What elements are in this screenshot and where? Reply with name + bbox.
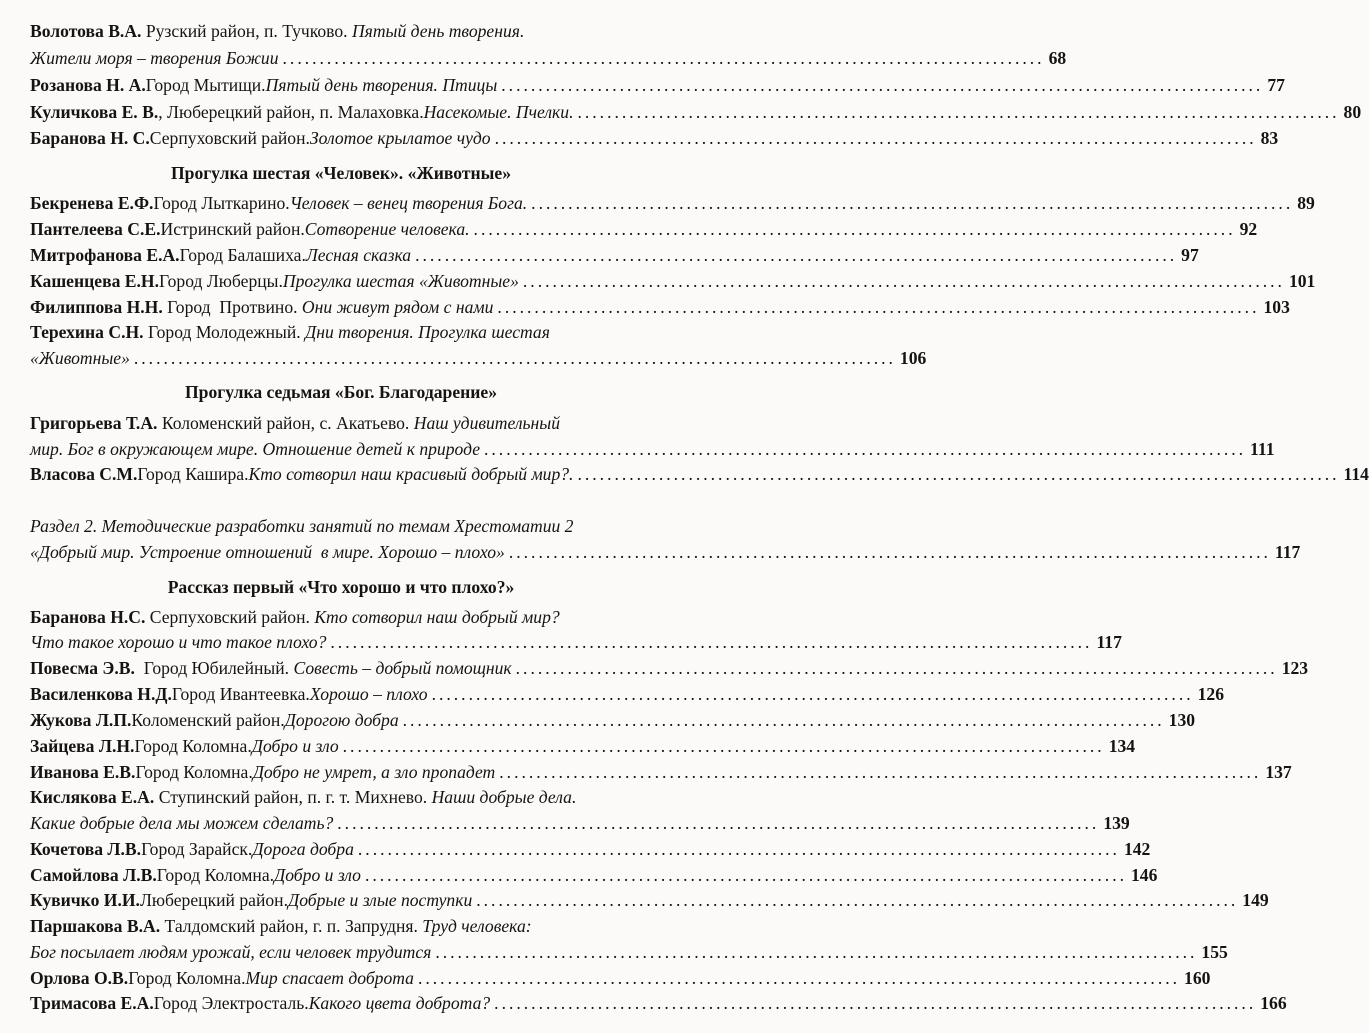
entry-page-number: 80 bbox=[1343, 102, 1362, 122]
dot-leader: ....................................................................................................... bbox=[330, 632, 1093, 652]
entry-title: Пятый день творения. bbox=[351, 21, 525, 41]
dot-leader: ....................................................................................................... bbox=[415, 245, 1178, 265]
dot-leader: ....................................................................................................... bbox=[476, 890, 1239, 910]
toc-entry-parshakova bbox=[30, 915, 662, 937]
toc-entry-volotova-cont bbox=[30, 47, 1067, 69]
toc-entry-terekhina-cont bbox=[30, 347, 927, 369]
toc-entry-terekhina bbox=[30, 321, 662, 343]
section-heading-story-one: Рассказ первый «Что хорошо и что плохо?» bbox=[167, 577, 515, 597]
toc-entry-panteleeva bbox=[30, 218, 1258, 240]
dot-leader: ....................................................................................................... bbox=[501, 75, 1264, 95]
entry-title: мир. Бог в окружающем мире. Отношение детей к природе bbox=[30, 439, 480, 459]
entry-title: Хорошо – плохо bbox=[309, 684, 428, 704]
entry-title: Наш удивительный bbox=[413, 413, 560, 433]
entry-author: Терехина С.Н. bbox=[30, 322, 144, 342]
entry-page-number: 137 bbox=[1265, 762, 1292, 782]
toc-entry-filippova bbox=[30, 296, 1290, 318]
entry-title: Бог посылает людям урожай, если человек трудится bbox=[30, 942, 432, 962]
entry-author: Василенкова Н.Д. bbox=[30, 684, 172, 704]
entry-place: Город Электросталь. bbox=[153, 993, 309, 1013]
toc-entry-vasilenkova bbox=[30, 683, 1225, 705]
dot-leader: ....................................................................................................... bbox=[431, 684, 1194, 704]
entry-author: Бекренева Е.Ф. bbox=[30, 193, 154, 213]
dot-leader: ....................................................................................................... bbox=[473, 219, 1236, 239]
entry-page-number: 103 bbox=[1263, 297, 1290, 317]
entry-page-number: 130 bbox=[1168, 710, 1196, 730]
toc-entry-mitrofanova bbox=[30, 244, 1199, 266]
entry-page-number: 101 bbox=[1288, 271, 1316, 291]
section-heading-walk-seven: Прогулка седьмая «Бог. Благодарение» bbox=[184, 382, 498, 402]
toc-entry-kuvichko bbox=[30, 889, 1269, 911]
entry-title: «Животные» bbox=[30, 348, 130, 368]
dot-leader: ....................................................................................................... bbox=[342, 736, 1105, 756]
entry-title: Дорога добра bbox=[252, 839, 354, 859]
entry-author: Григорьева Т.А. bbox=[30, 413, 158, 433]
toc-entry-parshakova-cont bbox=[30, 941, 1228, 963]
entry-title: Лесная сказка bbox=[305, 245, 412, 265]
entry-title: Какие добрые дела мы можем сделать? bbox=[30, 813, 334, 833]
dot-leader: ....................................................................................................... bbox=[357, 839, 1120, 859]
toc-entry-grigorieva-cont bbox=[30, 438, 1275, 460]
section-title: Раздел 2. Методические разработки занятий по темам Хрестоматии 2 bbox=[30, 516, 574, 536]
entry-page-number: 83 bbox=[1260, 128, 1279, 148]
dot-leader: ....................................................................................................... bbox=[522, 271, 1285, 291]
entry-title: Кто сотворил наш добрый мир? bbox=[314, 607, 560, 627]
entry-place: Серпуховский район. bbox=[145, 607, 315, 627]
toc-entry-baranova-2-cont bbox=[30, 631, 1122, 653]
dot-leader: ....................................................................................................... bbox=[133, 348, 896, 368]
entry-place: Истринский район. bbox=[160, 219, 305, 239]
entry-title: Прогулка шестая «Животные» bbox=[282, 271, 519, 291]
entry-title: Сотворение человека. bbox=[304, 219, 470, 239]
toc-entry-ivanova bbox=[30, 761, 1292, 783]
entry-author: Жукова Л.П. bbox=[30, 710, 132, 730]
entry-place: Город Зарайск. bbox=[141, 839, 253, 859]
entry-place: Коломенский район, с. Акатьево. bbox=[157, 413, 414, 433]
entry-place: Серпуховский район. bbox=[149, 128, 310, 148]
entry-place: Талдомский район, г. п. Запрудня. bbox=[160, 916, 423, 936]
entry-author: Розанова Н. А. bbox=[30, 75, 146, 95]
entry-place: Город Люберцы. bbox=[158, 271, 283, 291]
entry-page-number: 142 bbox=[1123, 839, 1151, 859]
entry-title: Мир спасает доброта bbox=[245, 968, 414, 988]
entry-place: Город Кашира. bbox=[137, 464, 249, 484]
entry-page-number: 160 bbox=[1184, 968, 1211, 988]
entry-author: Куличкова Е. В. bbox=[30, 102, 159, 122]
toc-entry-vlasova bbox=[30, 463, 1369, 485]
entry-place: Город Коломна. bbox=[156, 865, 275, 885]
entry-title: Что такое хорошо и что такое плохо? bbox=[30, 632, 327, 652]
entry-page-number: 139 bbox=[1103, 813, 1130, 833]
dot-leader: ....................................................................................................... bbox=[417, 968, 1181, 988]
entry-place: Город Коломна. bbox=[135, 762, 253, 782]
entry-page-number: 117 bbox=[1274, 542, 1301, 562]
toc-entry-kashentseva bbox=[30, 270, 1316, 292]
dot-leader: ....................................................................................................... bbox=[484, 439, 1247, 459]
entry-title: Жители моря – творения Божии bbox=[30, 48, 279, 68]
toc-entry-zhukova bbox=[30, 709, 1196, 731]
dot-leader: ....................................................................................................... bbox=[364, 865, 1127, 885]
dot-leader: ....................................................................................................... bbox=[515, 658, 1278, 678]
toc-entry-zaitseva bbox=[30, 735, 1136, 757]
toc-entry-samoilova bbox=[30, 864, 1158, 886]
entry-place: Город Коломна. bbox=[134, 736, 252, 756]
entry-title: Добро и зло bbox=[274, 865, 361, 885]
dot-leader: ....................................................................................................... bbox=[497, 297, 1260, 317]
entry-page-number: 106 bbox=[899, 348, 927, 368]
entry-title: Они живут рядом с нами bbox=[301, 297, 494, 317]
toc-entry-baranova bbox=[30, 127, 1279, 149]
entry-author: Кувичко И.И. bbox=[30, 890, 140, 910]
toc-entry-kulichkova bbox=[30, 101, 1362, 123]
entry-title: Совесть – добрый помощник bbox=[293, 658, 512, 678]
entry-page-number: 89 bbox=[1297, 193, 1315, 213]
entry-title: Добрые и злые поступки bbox=[288, 890, 473, 910]
entry-author: Зайцева Л.Н. bbox=[30, 736, 135, 756]
entry-title: Дни творения. Прогулка шестая bbox=[305, 322, 550, 342]
entry-page-number: 117 bbox=[1096, 632, 1122, 652]
dot-leader: ....................................................................................................... bbox=[494, 128, 1257, 148]
dot-leader: ....................................................................................................... bbox=[494, 993, 1257, 1013]
entry-author: Пантелеева С.Е. bbox=[30, 219, 161, 239]
entry-title: Дорогою добра bbox=[284, 710, 399, 730]
entry-title: Пятый день творения. Птицы bbox=[265, 75, 498, 95]
entry-place: Город Мытищи. bbox=[145, 75, 266, 95]
entry-author: Иванова Е.В. bbox=[30, 762, 136, 782]
entry-author: Тримасова Е.А. bbox=[30, 993, 154, 1013]
section-title: «Добрый мир. Устроение отношений в мире. Хорошо – плохо» bbox=[30, 542, 505, 562]
entry-author: Паршакова В.А. bbox=[30, 916, 161, 936]
entry-title: Труд человека: bbox=[422, 916, 532, 936]
entry-author: Самойлова Л.В. bbox=[30, 865, 157, 885]
toc-entry-volotova bbox=[30, 20, 662, 42]
entry-author: Филиппова Н.Н. bbox=[30, 297, 163, 317]
entry-author: Кочетова Л.В. bbox=[30, 839, 142, 859]
toc-entry-trimasova bbox=[30, 992, 1287, 1014]
dot-leader: ....................................................................................................... bbox=[499, 762, 1262, 782]
entry-author: Орлова О.В. bbox=[30, 968, 129, 988]
entry-place: Город Лыткарино. bbox=[153, 193, 290, 213]
entry-title: Насекомые. Пчелки. bbox=[423, 102, 574, 122]
dot-leader: ....................................................................................................... bbox=[508, 542, 1271, 562]
entry-page-number: 77 bbox=[1267, 75, 1285, 95]
toc-entry-baranova-2 bbox=[30, 606, 662, 628]
entry-place: Рузский район, п. Тучково. bbox=[141, 21, 352, 41]
entry-page-number: 111 bbox=[1250, 439, 1275, 459]
toc-entry-kislyakova-cont bbox=[30, 812, 1130, 834]
entry-page-number: 97 bbox=[1181, 245, 1199, 265]
section-heading-walk-six: Прогулка шестая «Человек». «Животные» bbox=[171, 163, 511, 183]
toc-entry-kochetova bbox=[30, 838, 1151, 860]
entry-place: Город Протвино. bbox=[162, 297, 302, 317]
toc-entry-rozanova bbox=[30, 74, 1285, 96]
entry-title: Кто сотворил наш красивый добрый мир?. bbox=[248, 464, 574, 484]
entry-page-number: 149 bbox=[1242, 890, 1269, 910]
dot-leader: ....................................................................................................... bbox=[282, 48, 1045, 68]
entry-place: Город Ивантеевка. bbox=[171, 684, 310, 704]
entry-title: Добро не умрет, а зло пропадет bbox=[252, 762, 496, 782]
entry-page-number: 155 bbox=[1201, 942, 1228, 962]
section-two-title-cont bbox=[30, 541, 1301, 563]
entry-place: Коломенский район. bbox=[131, 710, 285, 730]
entry-title: Какого цвета доброта? bbox=[308, 993, 491, 1013]
entry-author: Волотова В.А. bbox=[30, 21, 142, 41]
toc-entry-bekreneva bbox=[30, 192, 1315, 214]
entry-page-number: 92 bbox=[1239, 219, 1258, 239]
toc-entry-orlova bbox=[30, 967, 1211, 989]
entry-page-number: 123 bbox=[1281, 658, 1309, 678]
entry-page-number: 68 bbox=[1048, 48, 1067, 68]
entry-page-number: 166 bbox=[1260, 993, 1287, 1013]
entry-place: Город Молодежный. bbox=[143, 322, 306, 342]
entry-title: Человек – венец творения Бога. bbox=[289, 193, 528, 213]
dot-leader: ....................................................................................................... bbox=[577, 464, 1340, 484]
toc-entry-grigorieva bbox=[30, 412, 662, 434]
dot-leader: ....................................................................................................... bbox=[577, 102, 1340, 122]
entry-author: Кислякова Е.А. bbox=[30, 787, 155, 807]
dot-leader: ....................................................................................................... bbox=[402, 710, 1165, 730]
entry-page-number: 134 bbox=[1108, 736, 1136, 756]
entry-title: Наши добрые дела. bbox=[431, 787, 577, 807]
entry-place: Город Балашиха. bbox=[179, 245, 306, 265]
entry-author: Баранова Н. С. bbox=[30, 128, 150, 148]
dot-leader: ....................................................................................................... bbox=[337, 813, 1100, 833]
entry-place: Люберецкий район. bbox=[139, 890, 288, 910]
entry-author: Баранова Н.С. bbox=[30, 607, 146, 627]
entry-place: Город Юбилейный. bbox=[134, 658, 294, 678]
entry-page-number: 146 bbox=[1131, 865, 1158, 885]
section-two-title bbox=[30, 515, 662, 537]
entry-page-number: 114 bbox=[1343, 464, 1369, 484]
entry-title: Добро и зло bbox=[251, 736, 339, 756]
entry-place: , Люберецкий район, п. Малаховка. bbox=[158, 102, 424, 122]
entry-page-number: 126 bbox=[1197, 684, 1225, 704]
entry-author: Повесма Э.В. bbox=[30, 658, 135, 678]
entry-title: Золотое крылатое чудо bbox=[309, 128, 491, 148]
entry-place: Город Коломна. bbox=[128, 968, 246, 988]
toc-entry-povesma bbox=[30, 657, 1309, 679]
entry-author: Кашенцева Е.Н. bbox=[30, 271, 159, 291]
dot-leader: ....................................................................................................... bbox=[435, 942, 1198, 962]
dot-leader: ....................................................................................................... bbox=[531, 193, 1294, 213]
toc-entry-kislyakova bbox=[30, 786, 662, 808]
entry-place: Ступинский район, п. г. т. Михнево. bbox=[154, 787, 432, 807]
entry-author: Митрофанова Е.А. bbox=[30, 245, 180, 265]
entry-author: Власова С.М. bbox=[30, 464, 138, 484]
